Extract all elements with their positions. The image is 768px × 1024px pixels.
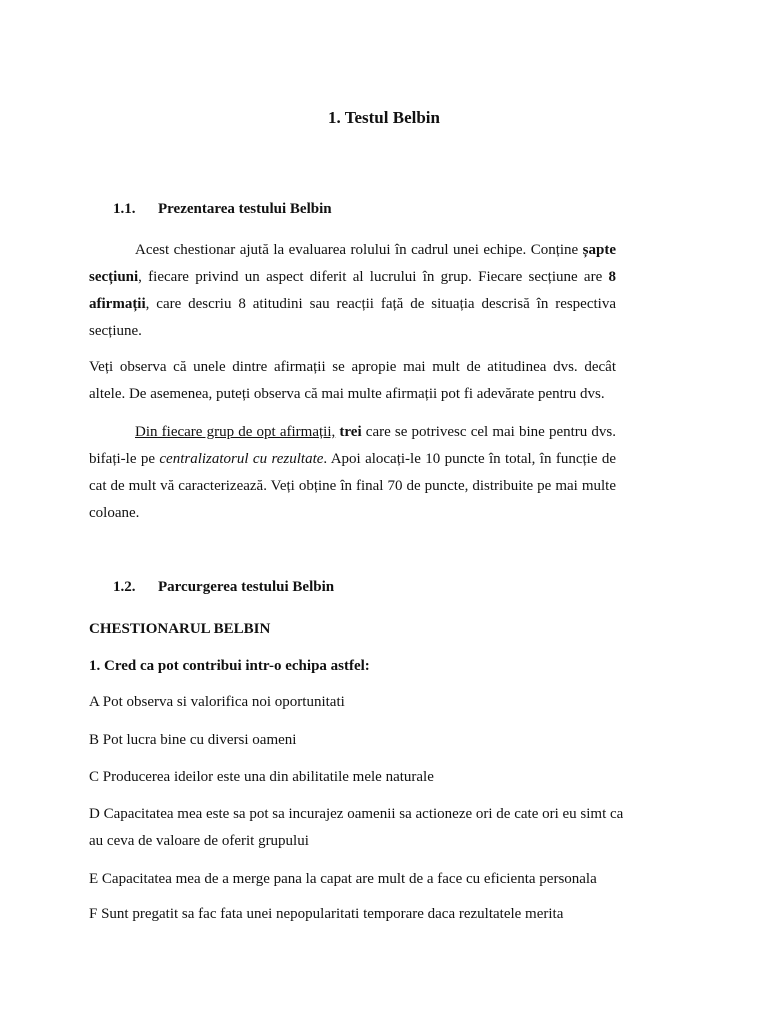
paragraph-text: . Apoi alocați-le 10 puncte în total, în funcție de cat de mult vă caracterizează. Veți obține în final 70 de puncte, distribuite pe mai multe coloane.: [89, 451, 617, 521]
section-number: 1.1.: [113, 201, 136, 217]
answer-option: B Pot lucra bine cu diversi oameni: [89, 732, 297, 748]
paragraph-instructions: [89, 419, 616, 527]
paragraph-text: , care descriu 8 atitudini sau reacții față de situația descrisă în respectiva secțiune.: [89, 296, 616, 339]
answer-option: E Capacitatea mea de a merge pana la capat are mult de a face cu eficienta personala: [89, 871, 597, 887]
question-text: 1. Cred ca pot contribui intr-o echipa astfel:: [89, 658, 370, 674]
bold-phrase: șapte secțiuni: [89, 242, 616, 285]
bold-phrase: trei: [339, 424, 362, 440]
questionnaire-title: CHESTIONARUL BELBIN: [89, 621, 271, 637]
italic-phrase: centralizatorul cu rezultate: [159, 451, 324, 467]
answer-option: D Capacitatea mea este sa pot sa incurajez oamenii sa actioneze ori de cate ori eu simt ca au ceva de valoare de oferit grupului: [89, 806, 624, 849]
underlined-phrase: Din fiecare grup de opt afirmații,: [135, 424, 336, 440]
section-title: Prezentarea testului Belbin: [158, 201, 332, 217]
section-heading-1-1: [113, 201, 332, 218]
answer-option: F Sunt pregatit sa fac fata unei nepopularitati temporare daca rezultatele merita: [89, 906, 564, 922]
section-number: 1.2.: [113, 579, 136, 595]
paragraph-observation: Veți observa că unele dintre afirmații se apropie mai mult de atitudinea dvs. decât altele. De asemenea, puteți observa că mai multe afirmații pot fi adevărate pentru dvs.: [89, 359, 616, 402]
paragraph-text: Acest chestionar ajută la evaluarea rolului în cadrul unei echipe. Conține: [135, 242, 583, 258]
answer-option: A Pot observa si valorifica noi oportunitati: [89, 694, 345, 710]
answer-option: C Producerea ideilor este una din abilitatile mele naturale: [89, 769, 434, 785]
section-title: Parcurgerea testului Belbin: [158, 579, 335, 595]
bold-phrase: 8 afirmații: [89, 269, 616, 312]
paragraph-text: , fiecare privind un aspect diferit al lucrului în grup. Fiecare secțiune are: [138, 269, 609, 285]
paragraph-intro: [89, 237, 616, 345]
paragraph-text: care se potrivesc cel mai bine pentru dvs. bifați-le pe: [89, 424, 617, 467]
section-heading-1-2: [113, 579, 334, 596]
document-title: 1. Testul Belbin: [328, 108, 440, 127]
